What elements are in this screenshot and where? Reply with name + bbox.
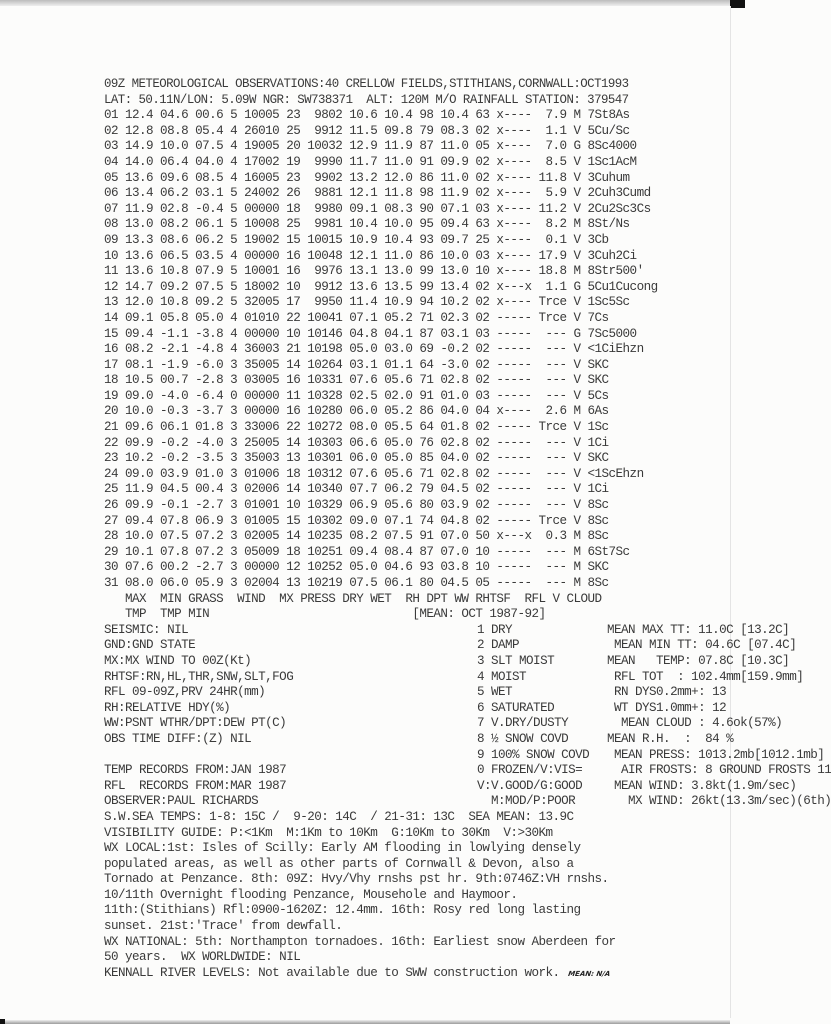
observation-row: 21 09.6 06.1 01.8 3 33006 22 10272 08.0 05.5 64 01.8 02 ----- Trce V 1Sc — [104, 420, 609, 435]
legend-key: OBSERVER:PAUL RICHARDS — [104, 794, 259, 809]
ground-state-code: M:MOD/P:POOR — [477, 794, 576, 809]
ground-state-code: 7 V.DRY/DUSTY — [477, 716, 569, 731]
observation-table — [104, 108, 658, 591]
observation-row: 20 10.0 -0.3 -3.7 3 00000 16 10280 06.0 05.2 86 04.0 04 x---- 2.6 M 6As — [104, 404, 609, 419]
ground-state-code: V:V.GOOD/G:GOOD — [477, 778, 583, 793]
scan-edge-right — [730, 6, 731, 1018]
observation-row: 30 07.6 00.2 -2.7 3 00000 12 10252 05.0 04.6 93 03.8 10 ----- --- M SKC — [104, 560, 609, 575]
scan-corner-top — [730, 0, 745, 8]
observation-row: 25 11.9 04.5 00.4 3 02006 14 10340 07.7 06.2 79 04.5 02 ----- --- V 1Ci — [104, 482, 609, 497]
legend-row — [104, 716, 783, 732]
note-line: populated areas, as well as other parts of Cornwall & Devon, also a — [104, 856, 574, 871]
ground-state-code: 8 ½ SNOW COVD — [477, 731, 569, 746]
observation-row: 01 12.4 04.6 00.6 5 10005 23 9802 10.6 10.4 98 10.4 63 x---- 7.9 M 7St8As — [104, 108, 630, 123]
ground-state-code: 1 DRY — [477, 622, 513, 637]
observation-row: 24 09.0 03.9 01.0 3 01006 18 10312 07.6 05.6 71 02.8 02 ----- --- V <1ScEhzn — [104, 466, 644, 481]
legend-key: MX:MX WIND TO 00Z(Kt) — [104, 653, 252, 668]
legend-key: OBS TIME DIFF:(Z) NIL — [104, 731, 252, 746]
monthly-summary: RN DYS0.2mm+: 13 — [607, 685, 727, 700]
observation-row: 31 08.0 06.0 05.9 3 02004 13 10219 07.5 06.1 80 04.5 05 ----- --- M 8Sc — [104, 576, 609, 590]
observation-row: 07 11.9 02.8 -0.4 5 00000 18 9980 09.1 08.3 90 07.1 03 x---- 11.2 V 2Cu2Sc3Cs — [104, 201, 651, 216]
observation-sheet — [104, 77, 831, 981]
legend-row — [104, 731, 734, 748]
note-line: VISIBILITY GUIDE: P:<1Km M:1Km to 10Km G:10Km to 30Km V:>30Km — [104, 825, 553, 840]
observation-row: 19 09.0 -4.0 -6.4 0 00000 11 10328 02.5 02.0 91 01.0 03 ----- --- V 5Cs — [104, 388, 609, 403]
observation-row: 18 10.5 00.7 -2.8 3 03005 16 10331 07.6 05.6 71 02.8 02 ----- --- V SKC — [104, 373, 609, 388]
observation-row: 13 12.0 10.8 09.2 5 32005 17 9950 11.4 10.9 94 10.2 02 x---- Trce V 1Sc5Sc — [104, 295, 630, 310]
scan-edge-top — [0, 0, 730, 6]
observation-row: 09 13.3 08.6 06.2 5 19002 15 10015 10.9 10.4 93 09.7 25 x---- 0.1 V 3Cb — [104, 232, 609, 247]
monthly-summary: MEAN TEMP: 07.8C [10.3C] — [607, 653, 790, 668]
ground-state-code: 0 FROZEN/V:VIS= — [477, 763, 583, 778]
legend-row — [104, 685, 727, 701]
station-location: LAT: 50.11N/LON: 5.09W NGR: SW738371 ALT: 120M M/O RAINFALL STATION: 379547 — [104, 92, 629, 107]
observation-row: 29 10.1 07.8 07.2 3 05009 18 10251 09.4 08.4 87 07.0 10 ----- --- M 6St7Sc — [104, 544, 630, 559]
monthly-summary: RFL TOT : 102.4mm[159.9mm] — [607, 669, 804, 684]
monthly-summary: MEAN MIN TT: 04.6C [07.4C] — [607, 638, 797, 653]
note-line: 10/11th Overnight flooding Penzance, Mousehole and Haymoor. — [104, 887, 518, 902]
legend-row — [104, 653, 790, 670]
legend-row — [104, 622, 790, 639]
ground-state-code: 5 WET — [477, 685, 513, 700]
note-line: Tornado at Penzance. 8th: 09Z: Hvy/Vhy rnshs pst hr. 9th:0746Z:VH rnshs. — [104, 872, 609, 887]
monthly-summary: WT DYS1.0mm+: 12 — [607, 700, 727, 715]
ground-state-code: 9 100% SNOW COVD — [477, 747, 590, 762]
monthly-summary: MEAN CLOUD : 4.6ok(57%) — [607, 716, 783, 731]
legend-key: RFL RECORDS FROM:MAR 1987 — [104, 778, 287, 793]
monthly-summary: MEAN R.H. : 84 % — [607, 731, 734, 746]
legend-block — [104, 622, 831, 810]
observation-row: 16 08.2 -2.1 -4.8 4 36003 21 10198 05.0 03.0 69 -0.2 02 ----- --- V <1CiEhzn — [104, 342, 644, 357]
legend-key: TEMP RECORDS FROM:JAN 1987 — [104, 763, 287, 778]
river-levels-text: KENNALL RIVER LEVELS: Not available due to SWW construction work. — [104, 965, 560, 980]
note-line: 50 years. WX WORLDWIDE: NIL — [104, 950, 301, 965]
observation-row: 04 14.0 06.4 04.0 4 17002 19 9990 11.7 11.0 91 09.9 02 x---- 8.5 V 1Sc1AcM — [104, 154, 637, 169]
scan-edge-bottom — [0, 1020, 730, 1024]
ground-state-code: 3 SLT MOIST — [477, 653, 555, 668]
observation-row: 23 10.2 -0.2 -3.5 3 35003 13 10301 06.0 05.0 85 04.0 02 ----- --- V SKC — [104, 451, 609, 466]
column-header-line-1: MAX MIN GRASS WIND MX PRESS DRY WET RH DPT WW RHTSF RFL V CLOUD — [104, 591, 602, 606]
monthly-summary: MEAN MAX TT: 11.0C [13.2C] — [607, 622, 790, 637]
observation-row: 06 13.4 06.2 03.1 5 24002 26 9881 12.1 11.8 98 11.9 02 x---- 5.9 V 2Cuh3Cumd — [104, 186, 651, 201]
note-line: WX LOCAL:1st: Isles of Scilly: Early AM flooding in lowlying densely — [104, 841, 581, 856]
handwritten-note: MEAN: N/A — [567, 969, 611, 978]
observation-row: 05 13.6 09.6 08.5 4 16005 23 9902 13.2 12.0 86 11.0 02 x---- 11.8 V 3Cuhum — [104, 170, 630, 185]
observation-row: 26 09.9 -0.1 -2.7 3 01001 10 10329 06.9 05.6 80 03.9 02 ----- --- V 8Sc — [104, 498, 609, 513]
observation-row: 17 08.1 -1.9 -6.0 3 35005 14 10264 03.1 01.1 64 -3.0 02 ----- --- V SKC — [104, 357, 609, 372]
observation-row: 28 10.0 07.5 07.2 3 02005 14 10235 08.2 07.5 91 07.0 50 x---x 0.3 M 8Sc — [104, 529, 609, 544]
observation-row: 27 09.4 07.8 06.9 3 01005 15 10302 09.0 07.1 74 04.8 02 ----- Trce V 8Sc — [104, 513, 609, 528]
observation-row: 08 13.0 08.2 06.1 5 10008 25 9981 10.4 10.0 95 09.4 63 x---- 8.2 M 8St/Ns — [104, 217, 630, 232]
river-levels-line — [104, 966, 644, 982]
note-line: sunset. 21st:'Trace' from dewfall. — [104, 919, 343, 934]
observation-row: 02 12.8 08.8 05.4 4 26010 25 9912 11.5 09.8 79 08.3 02 x---- 1.1 V 5Cu/Sc — [104, 123, 630, 138]
note-line: WX NATIONAL: 5th: Northampton tornadoes. 16th: Earliest snow Aberdeen for — [104, 934, 616, 949]
legend-key: SEISMIC: NIL — [104, 622, 189, 637]
legend-row — [104, 638, 797, 654]
legend-key: RH:RELATIVE HDY(%) — [104, 700, 231, 715]
column-header-line-2: TMP TMP MIN [MEAN: OCT 1987-92] — [104, 607, 546, 622]
note-line: 11th:(Stithians) Rfl:0900-1620Z: 12.4mm. 16th: Rosy red long lasting — [104, 903, 581, 918]
legend-row — [104, 763, 831, 779]
ground-state-code: 6 SATURATED — [477, 700, 555, 715]
monthly-summary: AIR FROSTS: 8 GROUND FROSTS 11 — [607, 763, 831, 778]
observation-row: 22 09.9 -0.2 -4.0 3 25005 14 10303 06.6 05.0 76 02.8 02 ----- --- V 1Ci — [104, 435, 609, 450]
ground-state-code: 4 MOIST — [477, 669, 527, 684]
monthly-summary: MEAN PRESS: 1013.2mb[1012.1mb] — [607, 747, 825, 762]
scan-corner-bottom — [0, 1019, 5, 1024]
legend-row — [104, 700, 727, 717]
legend-key: RHTSF:RN,HL,THR,SNW,SLT,FOG — [104, 669, 294, 684]
legend-row — [104, 778, 797, 795]
legend-row — [104, 669, 804, 686]
observation-row: 12 14.7 09.2 07.5 5 18002 10 9912 13.6 13.5 99 13.4 02 x---x 1.1 G 5Cu1Cucong — [104, 279, 658, 294]
observation-row: 11 13.6 10.8 07.9 5 10001 16 9976 13.1 13.0 99 13.0 10 x---- 18.8 M 8Str500' — [104, 264, 644, 279]
monthly-summary: MEAN WIND: 3.8kt(1.9m/sec) — [607, 778, 797, 793]
legend-row — [104, 794, 831, 810]
legend-key: GND:GND STATE — [104, 638, 196, 653]
legend-key: WW:PSNT WTHR/DPT:DEW PT(C) — [104, 716, 287, 731]
legend-row — [104, 747, 825, 764]
ground-state-code: 2 DAMP — [477, 638, 520, 653]
observation-row: 14 09.1 05.8 05.0 4 01010 22 10041 07.1 05.2 71 02.3 02 ----- Trce V 7Cs — [104, 310, 609, 325]
observation-row: 03 14.9 10.0 07.5 4 19005 20 10032 12.9 11.9 87 11.0 05 x---- 7.0 G 8Sc4000 — [104, 139, 637, 154]
note-line: S.W.SEA TEMPS: 1-8: 15C / 9-20: 14C / 21-31: 13C SEA MEAN: 13.9C — [104, 809, 574, 824]
observation-row: 15 09.4 -1.1 -3.8 4 00000 10 10146 04.8 04.1 87 03.1 03 ----- --- G 7Sc5000 — [104, 326, 637, 341]
sheet-title: 09Z METEOROLOGICAL OBSERVATIONS:40 CRELLOW FIELDS,STITHIANS,CORNWALL:OCT1993 — [104, 77, 629, 91]
observation-row: 10 13.6 06.5 03.5 4 00000 16 10048 12.1 11.0 86 10.0 03 x---- 17.9 V 3Cuh2Ci — [104, 248, 637, 263]
legend-key: RFL 09-09Z,PRV 24HR(mm) — [104, 685, 266, 700]
notes-block — [104, 810, 644, 966]
monthly-summary: MX WIND: 26kt(13.3m/sec)(6th) — [607, 794, 831, 809]
